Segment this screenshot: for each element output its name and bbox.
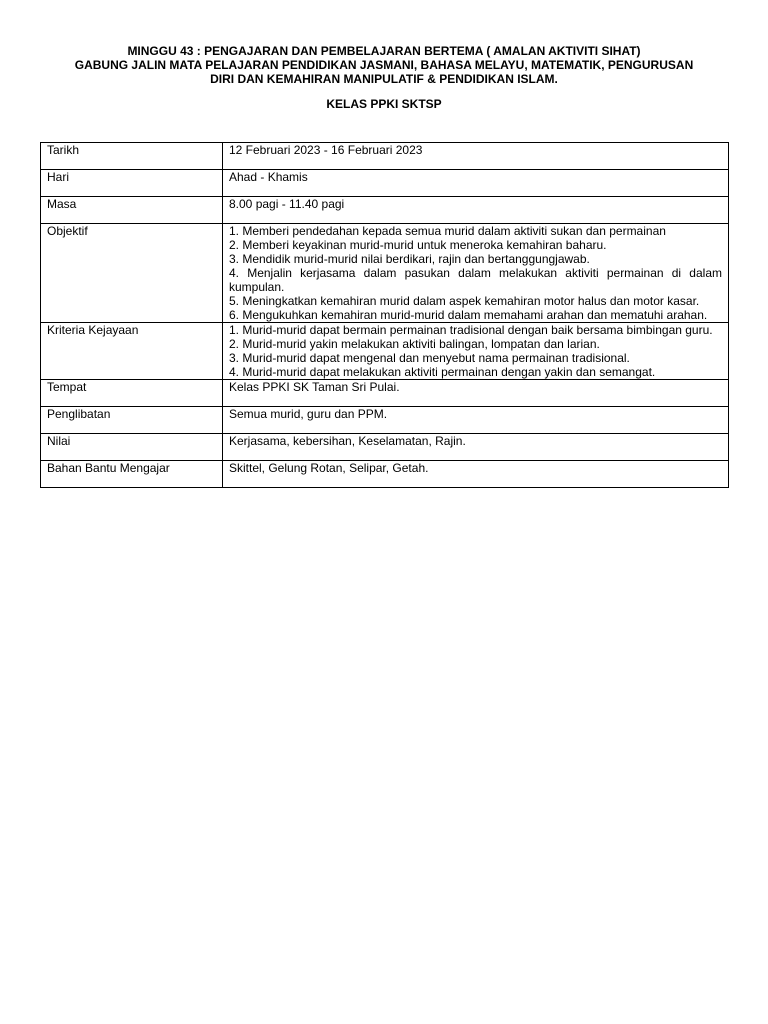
kriteria-item: 1. Murid-murid dapat bermain permainan tradisional dengan baik bersama bimbingan guru. — [229, 323, 713, 337]
header-line-1: MINGGU 43 : PENGAJARAN DAN PEMBELAJARAN BERTEMA ( AMALAN AKTIVITI SIHAT) — [127, 44, 641, 58]
label-objektif: Objektif — [41, 224, 223, 323]
objektif-item: 3. Mendidik murid-murid nilai berdikari, rajin dan bertanggungjawab. — [229, 252, 590, 266]
row-kriteria — [41, 323, 729, 380]
kriteria-item: 4. Murid-murid dapat melakukan aktiviti permainan dengan yakin dan semangat. — [229, 365, 656, 379]
header-line-2: GABUNG JALIN MATA PELAJARAN PENDIDIKAN JASMANI, BAHASA MELAYU, MATEMATIK, PENGURUSAN — [74, 58, 694, 72]
objektif-item: 4. Menjalin kerjasama dalam pasukan dalam melakukan aktiviti permainan di dalam kumpulan. — [229, 266, 722, 294]
label-masa: Masa — [41, 197, 223, 224]
value-kriteria — [223, 323, 729, 380]
value-penglibatan: Semua murid, guru dan PPM. — [223, 407, 729, 434]
label-bbm: Bahan Bantu Mengajar — [41, 461, 223, 488]
value-tarikh: 12 Februari 2023 - 16 Februari 2023 — [223, 143, 729, 170]
value-nilai: Kerjasama, kebersihan, Keselamatan, Rajin. — [223, 434, 729, 461]
label-tarikh: Tarikh — [41, 143, 223, 170]
value-bbm: Skittel, Gelung Rotan, Selipar, Getah. — [223, 461, 729, 488]
objektif-item: 1. Memberi pendedahan kepada semua murid dalam aktiviti sukan dan permainan — [229, 224, 666, 238]
label-kriteria: Kriteria Kejayaan — [41, 323, 223, 380]
objektif-item: 2. Memberi keyakinan murid-murid untuk meneroka kemahiran baharu. — [229, 238, 607, 252]
class-title: KELAS PPKI SKTSP — [326, 97, 442, 111]
objektif-item: 6. Mengukuhkan kemahiran murid-murid dalam memahami arahan dan mematuhi arahan. — [229, 308, 708, 322]
row-bbm — [41, 461, 729, 488]
objektif-item: 5. Meningkatkan kemahiran murid dalam aspek kemahiran motor halus dan motor kasar. — [229, 294, 700, 308]
label-nilai: Nilai — [41, 434, 223, 461]
label-tempat: Tempat — [41, 380, 223, 407]
row-objektif — [41, 224, 729, 323]
row-nilai — [41, 434, 729, 461]
value-masa: 8.00 pagi - 11.40 pagi — [223, 197, 729, 224]
value-objektif — [223, 224, 729, 323]
header-line-3: DIRI DAN KEMAHIRAN MANIPULATIF & PENDIDIKAN ISLAM. — [210, 72, 558, 86]
lesson-plan-table — [40, 142, 729, 488]
row-hari — [41, 170, 729, 197]
row-tempat — [41, 380, 729, 407]
row-tarikh — [41, 143, 729, 170]
value-tempat: Kelas PPKI SK Taman Sri Pulai. — [223, 380, 729, 407]
row-penglibatan — [41, 407, 729, 434]
kriteria-item: 3. Murid-murid dapat mengenal dan menyebut nama permainan tradisional. — [229, 351, 630, 365]
kriteria-item: 2. Murid-murid yakin melakukan aktiviti balingan, lompatan dan larian. — [229, 337, 600, 351]
label-hari: Hari — [41, 170, 223, 197]
label-penglibatan: Penglibatan — [41, 407, 223, 434]
document-header — [40, 44, 728, 86]
value-hari: Ahad - Khamis — [223, 170, 729, 197]
row-masa — [41, 197, 729, 224]
